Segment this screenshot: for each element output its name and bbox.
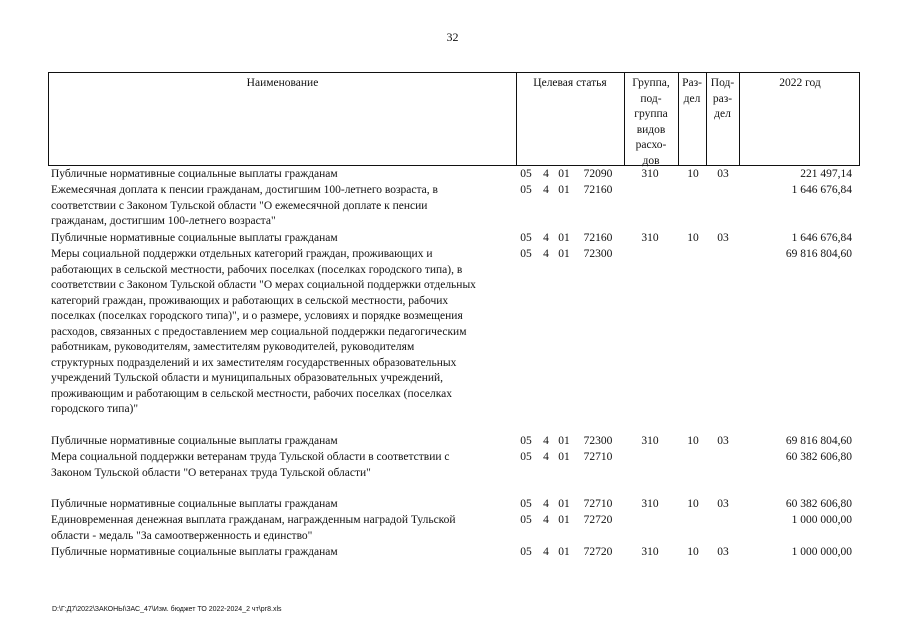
row-code-3: 01 (558, 184, 570, 196)
header-target: Целевая статья (533, 77, 607, 89)
row-code-4: 72720 (583, 514, 613, 526)
row-code-3: 01 (558, 498, 570, 510)
row-code-1: 05 (520, 232, 532, 244)
row-name: Меры социальной поддержки отдельных категорий граждан, проживающих и работающих в сельской местности, рабочих поселках (поселках городского типа), в соответствии с Законом Тульской области "О мерах социальной поддержки отдельных категорий граждан, проживающих и работающих в сельской местности, рабочих поселках (поселках городского типа)", и о размере, условиях и порядке возмещения расходов, связанных с предоставлением мер социальной поддержки педагогическим работникам, руководителям, заместителям руководителей, руководителям структурных подразделений и их заместителям государственных образовательных учреждений Тульской области и муниципальных образовательных учреждений, проживающим и работающим в сельской местности, рабочих поселках (поселках городского типа)" (51, 248, 476, 415)
row-code-4: 72160 (583, 232, 613, 244)
row-code-2: 4 (543, 184, 549, 196)
row-amount: 1 646 676,84 (791, 232, 852, 244)
header-subsection: Под- раз- дел (710, 77, 735, 120)
row-subsection: 03 (717, 546, 729, 558)
row-code-3: 01 (558, 232, 570, 244)
header-group: Группа, под- группа видов расхо- дов (632, 77, 670, 167)
row-code-3: 01 (558, 248, 570, 260)
row-amount: 221 497,14 (800, 168, 852, 180)
row-code-3: 01 (558, 546, 570, 558)
row-code-2: 4 (543, 435, 549, 447)
row-subsection: 03 (717, 498, 729, 510)
row-amount: 1 000 000,00 (791, 514, 852, 526)
row-code-3: 01 (558, 435, 570, 447)
row-code-4: 72720 (583, 546, 613, 558)
row-name: Публичные нормативные социальные выплаты гражданам (51, 498, 338, 510)
file-path-footer: D:\Г:Д7\2022\ЗАКОНЫ\ЗАС_47\Изм. бюджет ТО 2022-2024_2 чт\рг8.xls (52, 606, 282, 613)
row-code-1: 05 (520, 184, 532, 196)
page-number: 32 (446, 30, 459, 44)
row-name: Публичные нормативные социальные выплаты гражданам (51, 168, 338, 180)
row-code-1: 05 (520, 248, 532, 260)
row-section: 10 (687, 498, 699, 510)
row-name: Мера социальной поддержки ветеранам труда Тульской области в соответствии с Законом Тульской области "О ветеранах труда Тульской области" (51, 451, 450, 479)
row-code-1: 05 (520, 435, 532, 447)
row-amount: 60 382 606,80 (785, 498, 852, 510)
row-code-2: 4 (543, 451, 549, 463)
row-code-1: 05 (520, 451, 532, 463)
row-code-1: 05 (520, 498, 532, 510)
row-amount: 60 382 606,80 (785, 451, 852, 463)
row-code-3: 01 (558, 168, 570, 180)
row-section: 10 (687, 168, 699, 180)
row-code-2: 4 (543, 514, 549, 526)
row-code-1: 05 (520, 546, 532, 558)
row-code-3: 01 (558, 451, 570, 463)
row-code-4: 72710 (583, 498, 613, 510)
table-header (48, 72, 860, 166)
row-amount: 1 646 676,84 (791, 184, 852, 196)
row-group: 310 (641, 168, 659, 180)
row-name: Ежемесячная доплата к пенсии гражданам, достигшим 100-летнего возраста, в соответствии с Законом Тульской области "О ежемесячной доплате к пенсии гражданам, достигшим 100-летнего возраста" (51, 184, 438, 227)
row-code-2: 4 (543, 232, 549, 244)
row-name: Единовременная денежная выплата гражданам, награжденным наградой Тульской области - медаль "За самоотверженность и единство" (51, 514, 456, 542)
row-subsection: 03 (717, 435, 729, 447)
row-group: 310 (641, 498, 659, 510)
row-section: 10 (687, 546, 699, 558)
row-subsection: 03 (717, 168, 729, 180)
row-code-4: 72300 (583, 435, 613, 447)
row-name: Публичные нормативные социальные выплаты гражданам (51, 546, 338, 558)
header-year: 2022 год (779, 77, 821, 89)
row-code-4: 72710 (583, 451, 613, 463)
row-name: Публичные нормативные социальные выплаты гражданам (51, 232, 338, 244)
row-group: 310 (641, 435, 659, 447)
header-section: Раз- дел (682, 77, 702, 105)
row-amount: 1 000 000,00 (791, 546, 852, 558)
row-code-2: 4 (543, 168, 549, 180)
row-group: 310 (641, 232, 659, 244)
row-code-2: 4 (543, 248, 549, 260)
row-code-1: 05 (520, 514, 532, 526)
row-code-1: 05 (520, 168, 532, 180)
row-code-2: 4 (543, 546, 549, 558)
row-code-4: 72300 (583, 248, 613, 260)
row-amount: 69 816 804,60 (785, 248, 852, 260)
row-code-3: 01 (558, 514, 570, 526)
row-section: 10 (687, 232, 699, 244)
row-group: 310 (641, 546, 659, 558)
row-code-4: 72090 (583, 168, 613, 180)
row-section: 10 (687, 435, 699, 447)
row-amount: 69 816 804,60 (785, 435, 852, 447)
row-code-4: 72160 (583, 184, 613, 196)
row-name: Публичные нормативные социальные выплаты гражданам (51, 435, 338, 447)
row-subsection: 03 (717, 232, 729, 244)
header-name: Наименование (246, 77, 319, 89)
row-code-2: 4 (543, 498, 549, 510)
